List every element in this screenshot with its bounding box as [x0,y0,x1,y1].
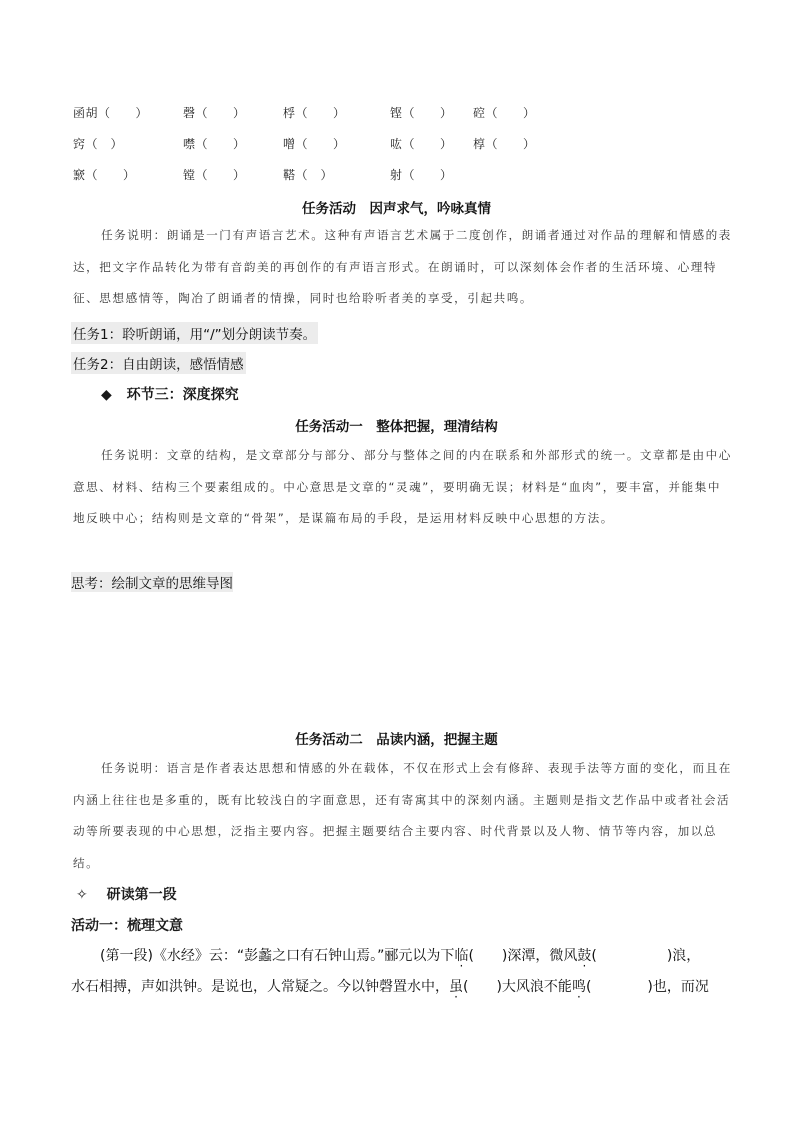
section-three-label: 环节三：深度探究 [126,387,239,403]
task-activity-description-text: 任务说明：朗诵是一门有声语言艺术。这种有声语言艺术属于二度创作，朗诵者通过对作品的理解和情感的表达，把文字作品转化为带有音韵美的再创作的有声语言形式。在朗诵时，可以深刻体会作者的生活环境、心理特征、思想感情等，陶冶了朗诵者的情操，同时也给聆听者美的享受，引起共鸣。 [73,228,732,305]
activity-one-description-text: 任务说明：文章的结构，是文章部分与部分、部分与整体之间的内在联系和外部形式的统一。文章都是由中心意思、材料、结构三个要素组成的。中心意思是文章的“灵魂”，要明确无误；材料是“血肉”，要丰富，并能集中地反映中心；结构则是文章的“骨架”，是谋篇布局的手段，是运用材料反映中心思想的方法。 [73,448,732,525]
dotted-char: 虽 [449,979,463,995]
task-activity-description [73,220,733,315]
passage-text: ( )也，而况 [585,979,709,995]
pinyin-item: 噤（ ） [183,137,246,151]
pinyin-item: 磬（ ） [183,106,246,120]
task-item-1: 任务1：聆听朗诵，用“/”划分朗读节奏。 [71,322,318,344]
passage-text: ( )浪， [591,948,701,964]
section-three-heading [101,384,239,404]
pinyin-item: 铿（ ） [390,106,453,120]
activity-two-description-text: 任务说明：语言是作者表达思想和情感的外在载体，不仅在形式上会有修辞、表现手法等方面的变化，而且在内涵上往往也是多重的，既有比较浅白的字面意思，还有寄寓其中的深刻内涵。主题则是指文艺作品中或者社会活动等所要表现的中心思想，泛指主要内容。把握主题要结合主要内容、时代背景以及人物、情节等内容，加以总结。 [73,761,732,870]
pinyin-item: 噌（ ） [283,137,346,151]
passage-text: (第一段)《水经》云：“彭蠡之口有石钟山焉。”郦元以为下 [100,948,455,964]
pinyin-item: 椁（ ） [473,137,536,151]
sparkle-bullet-icon: ✧ [76,887,88,903]
pinyin-item: 鞳（ ） [283,168,334,182]
pinyin-item: 函胡（ ） [73,106,149,120]
passage-text: 水石相搏，声如洪钟。是说也，人常疑之。今以钟磬置水中， [71,979,449,995]
passage-text: ( )深潭，微风 [468,948,578,964]
pinyin-item: 吰（ ） [390,137,453,151]
activity-one-title: 任务活动一 整体把握，理清结构 [295,419,498,435]
task-item-2: 任务2：自由朗读，感悟情感 [71,352,246,374]
dotted-char: 鸣 [571,979,586,995]
study-heading [76,884,177,904]
diamond-bullet-icon: ◆ [101,387,112,403]
pinyin-item: 镗（ ） [183,168,246,182]
activity-subheading: 活动一：梳理文意 [71,918,183,934]
task-activity-title: 任务活动 因声求气，吟咏真情 [302,201,491,217]
passage-line-2 [71,976,709,996]
passage-text: ( )大风浪不能 [463,979,572,995]
study-label: 研读第一段 [106,887,177,903]
activity-two-title: 任务活动二 品读内涵，把握主题 [295,732,498,748]
pinyin-item: 桴（ ） [283,106,346,120]
pinyin-item: 窾（ ） [73,168,136,182]
activity-one-description [73,440,733,535]
dotted-char: 临 [454,948,469,964]
passage-line-1 [100,945,700,965]
pinyin-item: 硿（ ） [473,106,536,120]
activity-two-description [73,753,733,879]
think-prompt: 思考：绘制文章的思维导图 [71,572,233,592]
pinyin-item: 窍（ ） [73,137,124,151]
dotted-char: 鼓 [577,948,592,964]
pinyin-item: 射（ ） [390,168,453,182]
